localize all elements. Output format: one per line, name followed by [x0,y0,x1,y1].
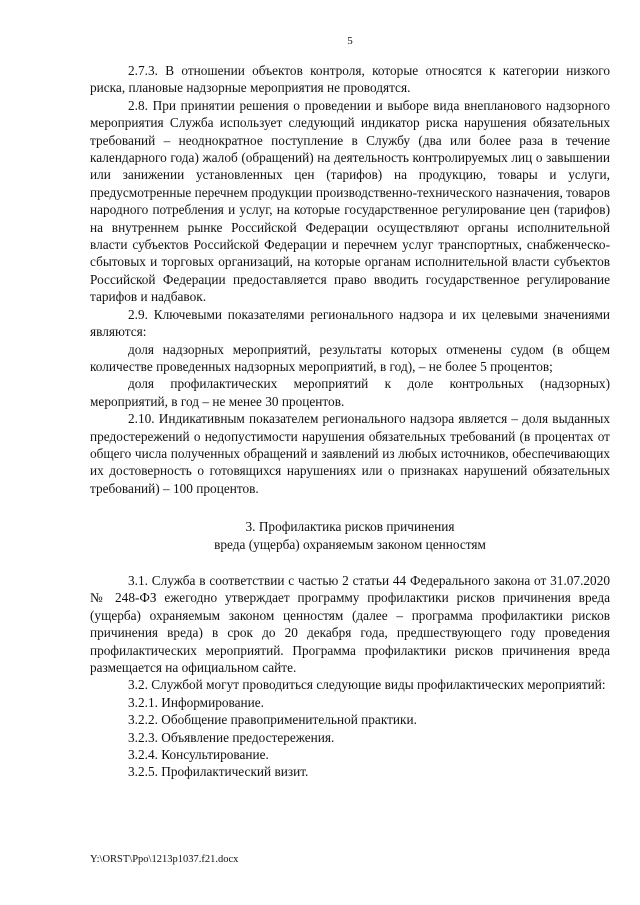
list-item-preventive-visit: 3.2.5. Профилактический визит. [128,764,309,780]
section-heading-line-1: 3. Профилактика рисков причинения [245,519,455,535]
list-item-generalization: 3.2.2. Обобщение правоприменительной практики. [128,712,417,728]
list-item-warning: 3.2.3. Объявление предостережения. [128,729,335,745]
paragraph-2-10: 2.10. Индикативным показателем регионального надзора является – доля выданных предостережений о недопустимости нарушения обязательных требований (в процентах от общего числа полученных обращений и заявлений из любых источников, обеспечивающих их достоверность о готовящихся нарушениях или о признаках нарушений обязательных требований) – 100 процентов. [90,411,610,496]
paragraph-indicator-court: доля надзорных мероприятий, результаты которых отменены судом (в общем количестве проведенных надзорных мероприятий, в год), – не более 5 процентов; [90,341,610,374]
paragraph-2-8: 2.8. При принятии решения о проведении и выборе вида внепланового надзорного мероприятия Служба использует следующий индикатор риска нарушения обязательных требований – неоднократное поступление в Службу (два или более раза в течение календарного года) жалоб (обращений) на деятельность контролируемых лиц о завышении или занижении установленных цен (тарифов) на продукцию, товары и услуги, предусмотренные перечнем продукции производственно-технического назначения, товаров народного потребления и услуг, на которые государственное регулирование цен (тарифов) на внутреннем рынке Российской Федерации осуществляют органы исполнительной власти субъектов Российской Федерации и перечнем услуг транспортных, снабженческо-сбытовых и торговых организаций, на которые органам исполнительной власти субъектов Российской Федерации предоставляется право вводить государственное регулирование тарифов и надбавок. [90,97,610,305]
paragraph-3-1: 3.1. Служба в соответствии с частью 2 статьи 44 Федерального закона от 31.07.2020 № 248-ФЗ ежегодно утверждает программу профилактики рисков причинения вреда (ущерба) охраняемым законом ценностям (далее – программа профилактики рисков причинения вреда) в срок до 20 декабря года, предшествующего году проведения профилактических мероприятий. Программа профилактики рисков причинения вреда размещается на официальном сайте. [90,572,610,675]
document-body [90,62,610,781]
section-heading-line-2: вреда (ущерба) охраняемым законом ценностям [214,536,486,552]
paragraph-indicator-preventive: доля профилактических мероприятий к доле контрольных (надзорных) мероприятий, в год – не менее 30 процентов. [90,376,610,409]
list-item-consulting: 3.2.4. Консультирование. [128,747,269,763]
footer-file-path: Y:\ORST\Ppo\1213p1037.f21.docx [90,854,239,865]
page-number: 5 [347,35,353,47]
paragraph-2-9: 2.9. Ключевыми показателями регионального надзора и их целевыми значениями являются: [90,306,610,340]
paragraph-2-7-3: 2.7.3. В отношении объектов контроля, которые относятся к категории низкого риска, плановые надзорные мероприятия не проводятся. [90,63,610,96]
list-item-informing: 3.2.1. Информирование. [128,694,264,710]
paragraph-3-2: 3.2. Службой могут проводиться следующие виды профилактических мероприятий: [128,677,606,693]
section-heading [90,518,610,553]
